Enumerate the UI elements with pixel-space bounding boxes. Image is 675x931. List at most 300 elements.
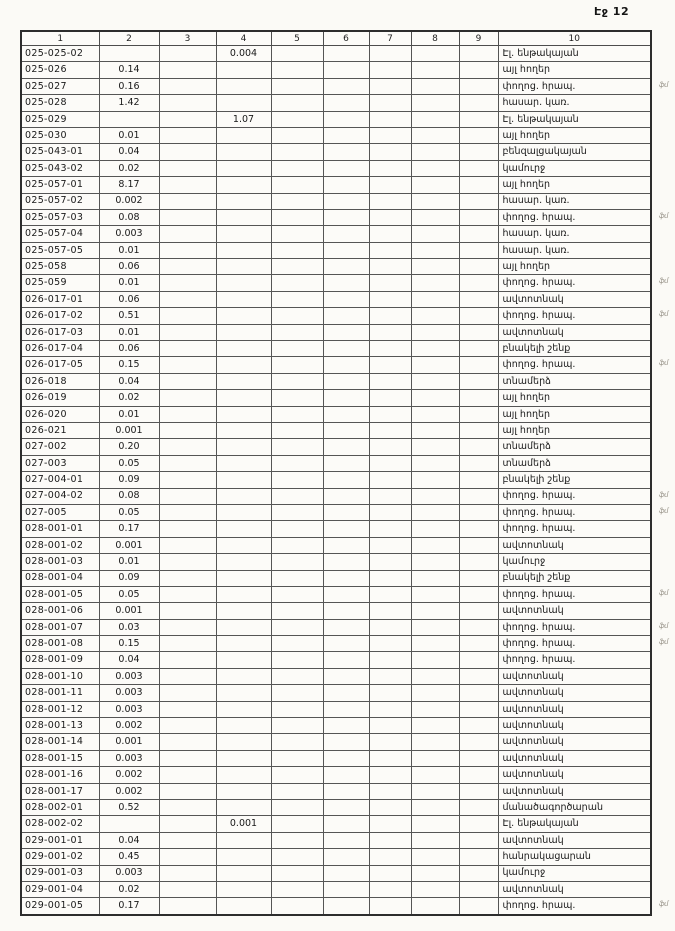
- parcel-code-cell: 025-043-01: [21, 144, 99, 160]
- empty-cell: [369, 521, 411, 537]
- empty-cell: [459, 259, 498, 275]
- parcel-code-cell: 028-001-13: [21, 718, 99, 734]
- empty-cell: [459, 406, 498, 422]
- area-value-cell: 0.002: [99, 718, 159, 734]
- parcel-code-cell: 025-059: [21, 275, 99, 291]
- empty-cell: [411, 308, 459, 324]
- table-row: [21, 439, 651, 455]
- column-header-9: 9: [459, 31, 498, 46]
- empty-cell: [323, 750, 369, 766]
- land-use-cell: [498, 685, 651, 701]
- empty-cell: [271, 259, 323, 275]
- parcel-code-cell: 027-004-02: [21, 488, 99, 504]
- empty-cell: [459, 357, 498, 373]
- land-use-cell: [498, 898, 668, 915]
- empty-cell: [216, 439, 271, 455]
- empty-cell: [411, 668, 459, 684]
- empty-cell: [271, 799, 323, 815]
- table-row: [21, 668, 651, 684]
- parcel-code-cell: 029-001-04: [21, 881, 99, 897]
- area-value-cell: 0.003: [99, 750, 159, 766]
- land-use-cell: [498, 619, 668, 635]
- land-use-cell: [498, 537, 651, 553]
- empty-cell: [369, 422, 411, 438]
- empty-cell: [159, 652, 216, 668]
- empty-cell: [369, 275, 411, 291]
- empty-cell: [323, 701, 369, 717]
- parcel-code-cell: 025-057-04: [21, 226, 99, 242]
- empty-cell: [459, 209, 498, 225]
- empty-cell: [216, 554, 271, 570]
- empty-cell: [271, 521, 323, 537]
- empty-cell: [216, 242, 271, 258]
- parcel-code-cell: 028-002-01: [21, 799, 99, 815]
- empty-cell: [459, 144, 498, 160]
- empty-cell: [159, 291, 216, 307]
- empty-cell: [369, 603, 411, 619]
- empty-cell: [271, 373, 323, 389]
- area-value-cell: 0.06: [99, 259, 159, 275]
- empty-cell: [369, 767, 411, 783]
- empty-cell: [271, 455, 323, 471]
- margin-note: ֆմ: [658, 359, 668, 368]
- empty-cell: [216, 357, 271, 373]
- parcel-code-cell: 028-001-05: [21, 586, 99, 602]
- empty-cell: [159, 832, 216, 848]
- empty-cell: [459, 455, 498, 471]
- empty-cell: [459, 422, 498, 438]
- empty-cell: [459, 881, 498, 897]
- land-use-label: ավտոտնակ: [502, 670, 564, 682]
- empty-cell: [411, 226, 459, 242]
- empty-cell: [216, 718, 271, 734]
- margin-note: ֆմ: [658, 900, 668, 909]
- land-use-cell: [498, 308, 668, 324]
- empty-cell: [159, 324, 216, 340]
- empty-cell: [216, 685, 271, 701]
- empty-cell: [411, 291, 459, 307]
- empty-cell: [369, 78, 411, 94]
- empty-cell: [323, 898, 369, 915]
- empty-cell: [369, 308, 411, 324]
- table-row: [21, 849, 651, 865]
- land-use-cell: [498, 373, 651, 389]
- empty-cell: [271, 177, 323, 193]
- empty-cell: [216, 291, 271, 307]
- land-use-cell: [498, 160, 651, 176]
- empty-cell: [159, 504, 216, 520]
- empty-cell: [411, 832, 459, 848]
- empty-cell: [271, 439, 323, 455]
- land-use-label: այլ հողեր: [502, 129, 551, 141]
- area-value-cell: 0.04: [99, 144, 159, 160]
- land-use-label: այլ հողեր: [502, 64, 551, 76]
- land-use-cell: [498, 193, 651, 209]
- area-value-cell: 0.14: [99, 62, 159, 78]
- empty-cell: [411, 554, 459, 570]
- empty-cell: [369, 685, 411, 701]
- empty-cell: [271, 291, 323, 307]
- empty-cell: [159, 46, 216, 62]
- empty-cell: [159, 406, 216, 422]
- area-value-cell: 0.52: [99, 799, 159, 815]
- table-row: [21, 554, 651, 570]
- table-row: [21, 144, 651, 160]
- parcel-code-cell: 025-029: [21, 111, 99, 127]
- empty-cell: [411, 144, 459, 160]
- land-use-cell: [498, 767, 651, 783]
- empty-cell: [411, 275, 459, 291]
- table-row: [21, 816, 651, 832]
- empty-cell: [369, 586, 411, 602]
- land-use-cell: [498, 668, 651, 684]
- empty-cell: [271, 504, 323, 520]
- empty-cell: [159, 95, 216, 111]
- area-value-cell: 0.01: [99, 127, 159, 143]
- empty-cell: [459, 111, 498, 127]
- empty-cell: [159, 111, 216, 127]
- empty-cell: [459, 636, 498, 652]
- land-use-cell: [498, 439, 651, 455]
- area-value-cell: 0.004: [216, 46, 271, 62]
- table-row: [21, 78, 651, 94]
- empty-cell: [216, 160, 271, 176]
- table-row: [21, 127, 651, 143]
- empty-cell: [369, 242, 411, 258]
- table-row: [21, 603, 651, 619]
- table-row: [21, 422, 651, 438]
- empty-cell: [459, 783, 498, 799]
- empty-cell: [323, 422, 369, 438]
- empty-cell: [216, 209, 271, 225]
- empty-cell: [323, 554, 369, 570]
- empty-cell: [369, 898, 411, 915]
- land-use-cell: [498, 881, 651, 897]
- parcel-code-cell: 026-017-02: [21, 308, 99, 324]
- empty-cell: [159, 718, 216, 734]
- empty-cell: [459, 799, 498, 815]
- table-row: [21, 242, 651, 258]
- empty-cell: [271, 144, 323, 160]
- table-row: [21, 734, 651, 750]
- empty-cell: [159, 357, 216, 373]
- table-row: [21, 488, 651, 504]
- empty-cell: [271, 78, 323, 94]
- parcel-code-cell: 026-017-05: [21, 357, 99, 373]
- land-use-label: կամուրջ: [502, 867, 546, 879]
- empty-cell: [459, 275, 498, 291]
- empty-cell: [271, 308, 323, 324]
- land-use-label: ավտոտնակ: [502, 883, 564, 895]
- area-value-cell: 0.05: [99, 504, 159, 520]
- area-value-cell: 0.03: [99, 619, 159, 635]
- empty-cell: [216, 177, 271, 193]
- area-value-cell: 0.002: [99, 193, 159, 209]
- parcel-code-cell: 028-001-02: [21, 537, 99, 553]
- empty-cell: [411, 160, 459, 176]
- empty-cell: [459, 898, 498, 915]
- parcel-code-cell: 028-001-06: [21, 603, 99, 619]
- empty-cell: [159, 144, 216, 160]
- empty-cell: [216, 750, 271, 766]
- area-value-cell: 0.002: [99, 783, 159, 799]
- margin-note: ֆմ: [658, 80, 668, 89]
- empty-cell: [323, 111, 369, 127]
- empty-cell: [459, 95, 498, 111]
- empty-cell: [411, 685, 459, 701]
- empty-cell: [216, 865, 271, 881]
- table-row: [21, 193, 651, 209]
- empty-cell: [411, 488, 459, 504]
- empty-cell: [369, 209, 411, 225]
- land-use-cell: [498, 554, 651, 570]
- area-value-cell: 0.02: [99, 160, 159, 176]
- empty-cell: [369, 488, 411, 504]
- table-row: [21, 586, 651, 602]
- land-use-cell: [498, 177, 651, 193]
- land-use-label: փողոց. հրապ.: [502, 211, 576, 223]
- margin-note: ֆմ: [658, 277, 668, 286]
- land-use-cell: [498, 701, 651, 717]
- table-row: [21, 390, 651, 406]
- empty-cell: [271, 701, 323, 717]
- empty-cell: [369, 849, 411, 865]
- land-use-cell: [498, 62, 651, 78]
- empty-cell: [369, 406, 411, 422]
- empty-cell: [216, 455, 271, 471]
- empty-cell: [271, 537, 323, 553]
- empty-cell: [369, 193, 411, 209]
- area-value-cell: 0.003: [99, 701, 159, 717]
- table-row: [21, 570, 651, 586]
- empty-cell: [216, 652, 271, 668]
- empty-cell: [369, 816, 411, 832]
- empty-cell: [459, 390, 498, 406]
- table-row: [21, 521, 651, 537]
- parcel-code-cell: 025-043-02: [21, 160, 99, 176]
- land-use-label: այլ հողեր: [502, 179, 551, 191]
- empty-cell: [369, 455, 411, 471]
- empty-cell: [411, 767, 459, 783]
- empty-cell: [271, 111, 323, 127]
- parcel-code-cell: 026-017-01: [21, 291, 99, 307]
- empty-cell: [459, 718, 498, 734]
- empty-cell: [411, 816, 459, 832]
- empty-cell: [323, 685, 369, 701]
- empty-cell: [411, 652, 459, 668]
- empty-cell: [411, 537, 459, 553]
- empty-cell: [216, 734, 271, 750]
- table-row: [21, 455, 651, 471]
- empty-cell: [216, 603, 271, 619]
- empty-cell: [411, 422, 459, 438]
- parcel-code-cell: 028-001-17: [21, 783, 99, 799]
- empty-cell: [323, 537, 369, 553]
- table-row: [21, 209, 651, 225]
- column-header-6: 6: [323, 31, 369, 46]
- empty-cell: [411, 701, 459, 717]
- empty-cell: [369, 881, 411, 897]
- land-use-cell: [498, 455, 651, 471]
- parcel-code-cell: 025-057-01: [21, 177, 99, 193]
- empty-cell: [459, 226, 498, 242]
- empty-cell: [369, 341, 411, 357]
- land-use-label: բնակելի շենք: [502, 342, 571, 354]
- empty-cell: [369, 718, 411, 734]
- empty-cell: [369, 554, 411, 570]
- empty-cell: [323, 636, 369, 652]
- empty-cell: [99, 111, 159, 127]
- empty-cell: [271, 275, 323, 291]
- empty-cell: [271, 127, 323, 143]
- area-value-cell: 0.003: [99, 685, 159, 701]
- land-use-label: փողոց. հրապ.: [502, 277, 576, 289]
- empty-cell: [369, 62, 411, 78]
- column-header-3: 3: [159, 31, 216, 46]
- empty-cell: [323, 586, 369, 602]
- empty-cell: [323, 193, 369, 209]
- empty-cell: [271, 422, 323, 438]
- empty-cell: [271, 570, 323, 586]
- empty-cell: [411, 406, 459, 422]
- empty-cell: [369, 750, 411, 766]
- empty-cell: [411, 439, 459, 455]
- empty-cell: [369, 472, 411, 488]
- empty-cell: [411, 734, 459, 750]
- empty-cell: [411, 504, 459, 520]
- empty-cell: [271, 226, 323, 242]
- empty-cell: [323, 127, 369, 143]
- area-value-cell: 0.04: [99, 652, 159, 668]
- empty-cell: [411, 783, 459, 799]
- empty-cell: [271, 783, 323, 799]
- empty-cell: [323, 78, 369, 94]
- table-row: [21, 46, 651, 62]
- empty-cell: [459, 127, 498, 143]
- empty-cell: [216, 472, 271, 488]
- empty-cell: [271, 734, 323, 750]
- land-use-label: տնամերձ: [502, 375, 551, 387]
- land-use-label: ավտոտնակ: [502, 785, 564, 797]
- empty-cell: [216, 849, 271, 865]
- land-use-cell: [498, 783, 651, 799]
- empty-cell: [411, 586, 459, 602]
- empty-cell: [159, 750, 216, 766]
- margin-note: ֆմ: [658, 490, 668, 499]
- empty-cell: [323, 521, 369, 537]
- empty-cell: [459, 488, 498, 504]
- land-use-label: հանրակացարան: [502, 851, 591, 863]
- parcel-code-cell: 028-001-16: [21, 767, 99, 783]
- empty-cell: [323, 406, 369, 422]
- empty-cell: [459, 668, 498, 684]
- table-row: [21, 341, 651, 357]
- land-use-cell: [498, 78, 668, 94]
- empty-cell: [459, 554, 498, 570]
- land-use-cell: [498, 816, 651, 832]
- parcel-code-cell: 028-001-12: [21, 701, 99, 717]
- empty-cell: [369, 570, 411, 586]
- parcel-code-cell: 028-001-09: [21, 652, 99, 668]
- table-row: [21, 537, 651, 553]
- empty-cell: [216, 881, 271, 897]
- table-row: [21, 111, 651, 127]
- land-use-cell: [498, 341, 651, 357]
- table-row: [21, 308, 651, 324]
- parcel-code-cell: 028-001-15: [21, 750, 99, 766]
- empty-cell: [271, 652, 323, 668]
- empty-cell: [411, 390, 459, 406]
- land-use-label: տնամերձ: [502, 457, 551, 469]
- land-use-label: փողոց. հրապ.: [502, 588, 576, 600]
- parcel-code-cell: 026-019: [21, 390, 99, 406]
- parcel-code-cell: 025-027: [21, 78, 99, 94]
- empty-cell: [369, 668, 411, 684]
- empty-cell: [216, 308, 271, 324]
- empty-cell: [459, 750, 498, 766]
- empty-cell: [411, 95, 459, 111]
- area-value-cell: 0.003: [99, 226, 159, 242]
- empty-cell: [159, 767, 216, 783]
- parcel-code-cell: 026-021: [21, 422, 99, 438]
- land-use-label: հասար. կառ.: [502, 228, 570, 240]
- empty-cell: [271, 849, 323, 865]
- empty-cell: [369, 636, 411, 652]
- land-use-label: բենզալցակայան: [502, 146, 587, 158]
- empty-cell: [271, 193, 323, 209]
- empty-cell: [271, 554, 323, 570]
- column-header-1: 1: [21, 31, 99, 46]
- land-use-cell: [498, 636, 668, 652]
- land-use-label: փողոց. հրապ.: [502, 359, 576, 371]
- empty-cell: [459, 685, 498, 701]
- land-use-cell: [498, 422, 651, 438]
- empty-cell: [459, 324, 498, 340]
- empty-cell: [369, 701, 411, 717]
- land-use-label: փողոց. հրապ.: [502, 638, 576, 649]
- empty-cell: [159, 472, 216, 488]
- column-header-row: [21, 31, 651, 46]
- table-row: [21, 832, 651, 848]
- empty-cell: [369, 439, 411, 455]
- margin-note: ֆմ: [658, 506, 668, 515]
- empty-cell: [411, 46, 459, 62]
- land-use-label: Էլ. ենթակայան: [502, 818, 579, 830]
- empty-cell: [411, 193, 459, 209]
- empty-cell: [411, 209, 459, 225]
- empty-cell: [411, 341, 459, 357]
- empty-cell: [369, 160, 411, 176]
- land-use-cell: [498, 259, 651, 275]
- empty-cell: [271, 357, 323, 373]
- empty-cell: [459, 619, 498, 635]
- empty-cell: [159, 570, 216, 586]
- empty-cell: [411, 127, 459, 143]
- land-use-cell: [498, 750, 651, 766]
- empty-cell: [159, 865, 216, 881]
- area-value-cell: 0.05: [99, 586, 159, 602]
- empty-cell: [271, 636, 323, 652]
- area-value-cell: 0.15: [99, 636, 159, 652]
- parcel-code-cell: 029-001-01: [21, 832, 99, 848]
- empty-cell: [159, 226, 216, 242]
- empty-cell: [459, 341, 498, 357]
- empty-cell: [99, 816, 159, 832]
- land-use-cell: [498, 521, 651, 537]
- empty-cell: [411, 62, 459, 78]
- land-use-cell: [498, 734, 651, 750]
- land-use-label: փողոց. հրապ.: [502, 490, 576, 502]
